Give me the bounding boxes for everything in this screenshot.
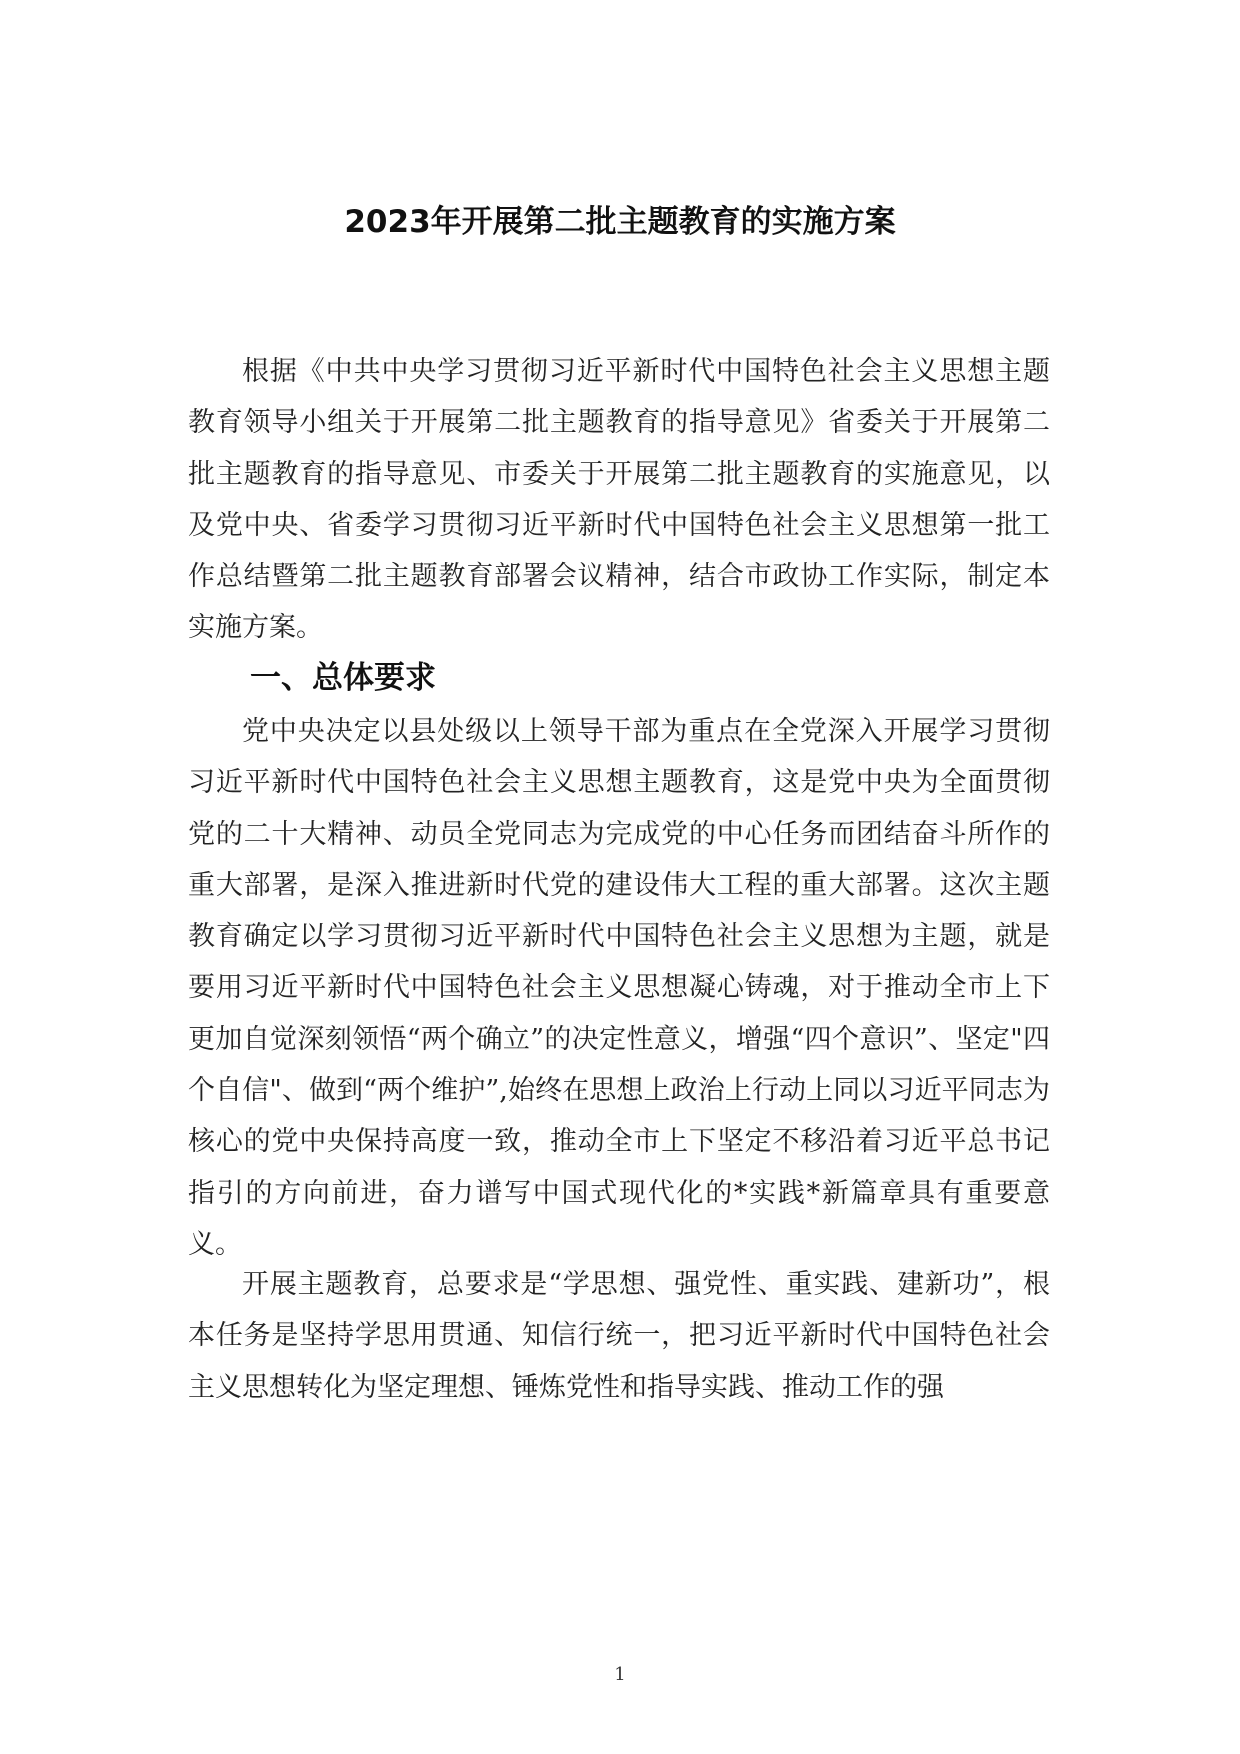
body-paragraph: 党中央决定以县处级以上领导干部为重点在全党深入开展学习贯彻习近平新时代中国特色社会主义思想主题教育，这是党中央为全面贯彻党的二十大精神、动员全党同志为完成党的中心任务而团结奋斗所作的重大部署，是深入推进新时代党的建设伟大工程的重大部署。这次主题教育确定以学习贯彻习近平新时代中国特色社会主义思想为主题，就是要用习近平新时代中国特色社会主义思想凝心铸魂，对于推动全市上下更加自觉深刻领悟“两个确立”的决定性意义，增强“四个意识”、坚定"四个自信"、做到“两个维护”,始终在思想上政治上行动上同以习近平同志为核心的党中央保持高度一致，推动全市上下坚定不移沿着习近平总书记指引的方向前进，奋力谱写中国式现代化的*实践*新篇章具有重要意义。 xyxy=(188,716,1050,1260)
intro-paragraph: 根据《中共中央学习贯彻习近平新时代中国特色社会主义思想主题教育领导小组关于开展第二批主题教育的指导意见》省委关于开展第二批主题教育的指导意见、市委关于开展第二批主题教育的实施意见，以及党中央、省委学习贯彻习近平新时代中国特色社会主义思想第一批工作总结暨第二批主题教育部署会议精神，结合市政协工作实际，制定本实施方案。 xyxy=(188,356,1050,644)
section-heading-overall-requirements: 一、总体要求 xyxy=(250,660,436,696)
overall-requirements-section-continued xyxy=(188,1259,1050,1413)
body-paragraph: 开展主题教育，总要求是“学思想、强党性、重实践、建新功”，根本任务是坚持学思用贯通、知信行统一，把习近平新时代中国特色社会主义思想转化为坚定理想、锤炼党性和指导实践、推动工作的强 xyxy=(188,1269,1050,1403)
page-number: 1 xyxy=(614,1664,626,1685)
document-title: 2023年开展第二批主题教育的实施方案 xyxy=(344,204,896,240)
intro-section xyxy=(188,346,1050,654)
overall-requirements-section xyxy=(188,706,1050,1270)
